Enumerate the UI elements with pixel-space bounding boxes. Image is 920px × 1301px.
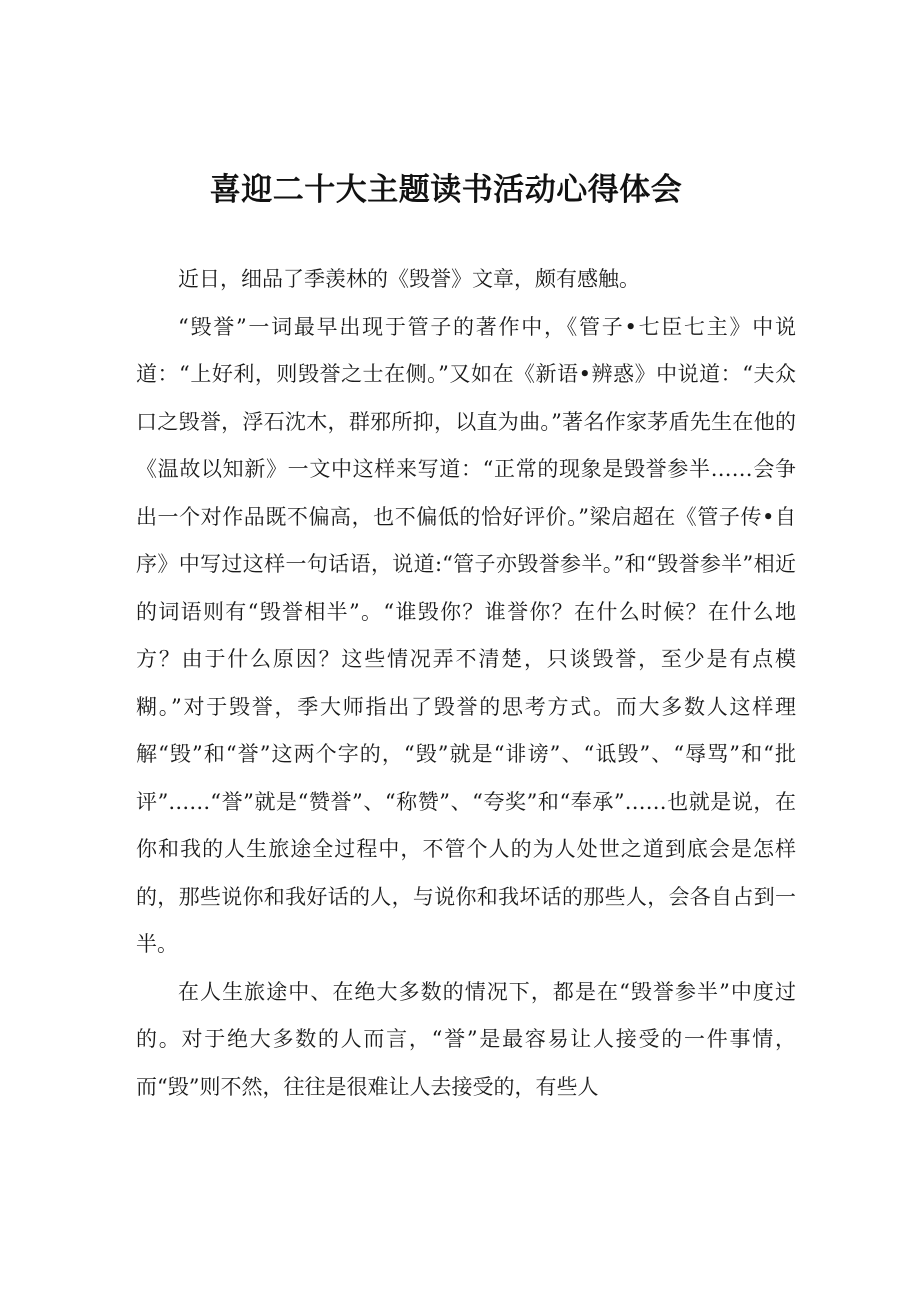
document-body — [136, 256, 796, 1111]
paragraph-intro: 近日，细品了季羡林的《毁誉》文章，颇有感触。 — [178, 267, 640, 291]
paragraph-life-journey: 在人生旅途中、在绝大多数的情况下，都是在“毁誉参半”中度过的。对于绝大多数的人而言，“誉”是最容易让人接受的一件事情，而“毁”则不然，往往是很难让人去接受的，有些人 — [136, 979, 796, 1099]
document-title: 喜迎二十大主题读书活动心得体会 — [209, 172, 683, 208]
paragraph-origin-of-huiyu: “毁誉”一词最早出现于管子的著作中，《管子•七臣七主》中说道：“上好利，则毁誉之士在侧。”又如在《新语•辨惑》中说道：“夫众口之毁誉，浮石沈木，群邪所抑，以直为曲。”著名作家茅盾先生在他的《温故以知新》一文中这样来写道：“正常的现象是毁誉参半……会争出一个对作品既不偏高，也不偏低的恰好评价。”梁启超在《管子传•自序》中写过这样一句话语，说道:“管子亦毁誉参半。”和“毁誉参半”相近的词语则有“毁誉相半”。“谁毁你？谁誉你？在什么时候？在什么地方？由于什么原因？这些情况弄不清楚，只谈毁誉，至少是有点模糊。”对于毁誉，季大师指出了毁誉的思考方式。而大多数人这样理解“毁”和“誉”这两个字的，“毁”就是“诽谤”、“诋毁”、“辱骂”和“批评”……“誉”就是“赞誉”、“称赞”、“夸奖”和“奉承”……也就是说，在你和我的人生旅途全过程中，不管个人的为人处世之道到底会是怎样的，那些说你和我好话的人，与说你和我坏话的那些人，会各自占到一半。 — [136, 314, 796, 956]
